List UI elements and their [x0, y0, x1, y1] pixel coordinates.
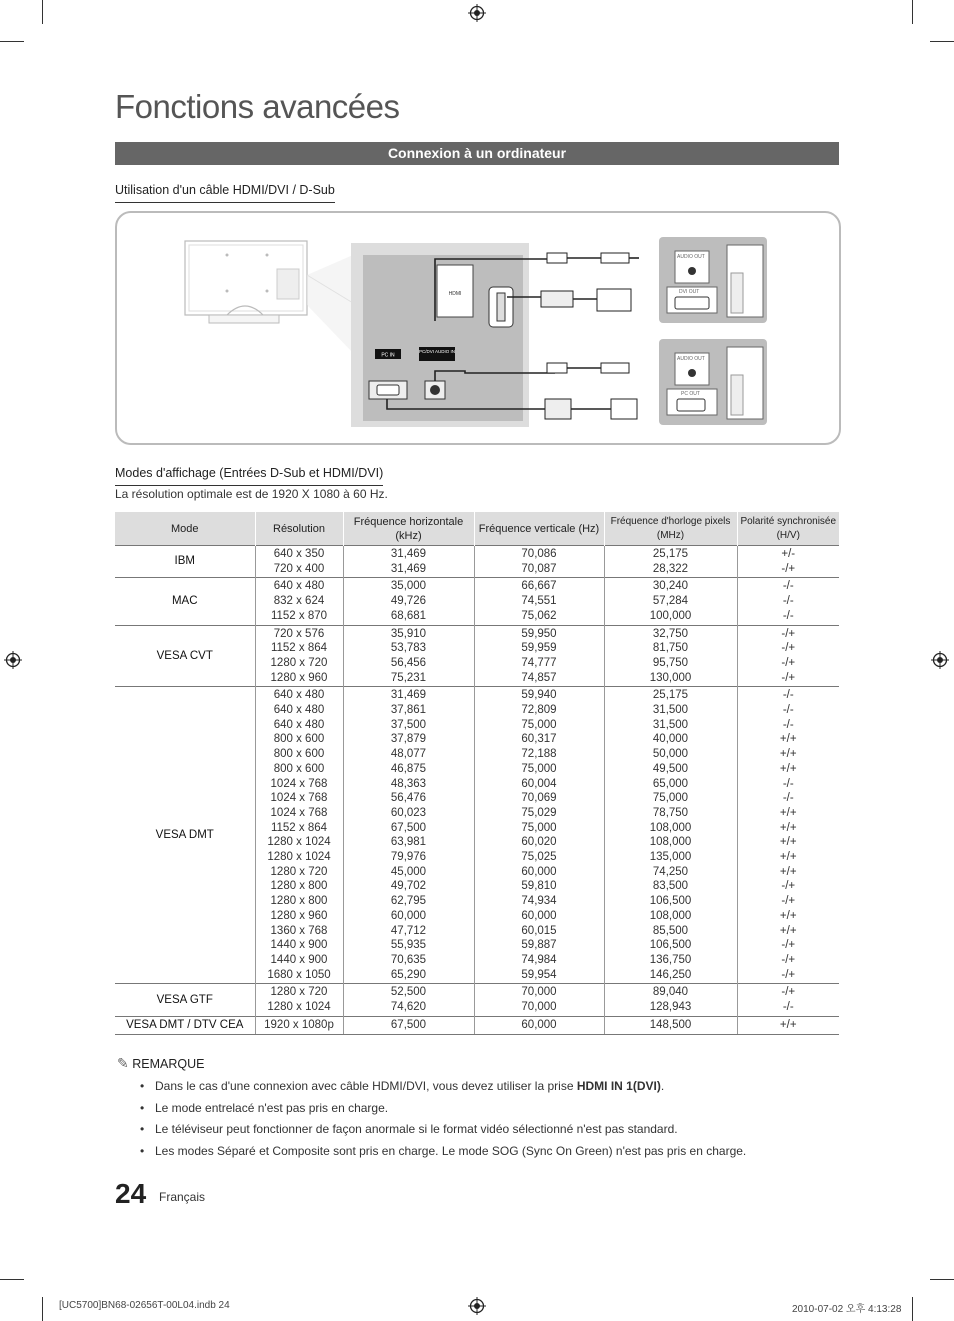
pixel-clock-cell: 32,750 81,750 95,750 130,000 [604, 625, 737, 687]
tv-back-icon [185, 241, 353, 353]
header-mode: Mode [115, 512, 255, 546]
registration-mark-icon [931, 651, 949, 669]
remark-heading [117, 1055, 204, 1072]
bullet: • [140, 1100, 145, 1115]
pencil-icon: ✎ [117, 1055, 129, 1071]
registration-mark-icon [468, 1297, 486, 1315]
polarity-cell: -/- -/- -/- [737, 578, 839, 625]
mode-cell: VESA CVT [115, 625, 255, 687]
resolution-cell: 1280 x 720 1280 x 1024 [255, 984, 343, 1016]
table-row [115, 578, 839, 625]
horizontal-frequency-cell: 31,469 37,861 37,500 37,879 48,077 46,875 48,363 56,476 60,023 67,500 63,981 79,976 45,000 49,702 62,795 60,000 47,712 55,935 70,635 65,290 [343, 687, 474, 984]
polarity-cell: +/+ [737, 1016, 839, 1034]
crop-mark [42, 0, 43, 24]
header-horizontal-frequency: Fréquence horizontale (kHz) [343, 512, 474, 546]
page-title: Fonctions avancées [115, 88, 400, 125]
table-row [115, 625, 839, 687]
list-item [140, 1144, 840, 1166]
print-date: 2010-07-02 오후 4:13:28 [792, 1304, 902, 1315]
print-file-info: [UC5700]BN68-02656T-00L04.indb 24 [59, 1300, 230, 1311]
list-item [140, 1122, 840, 1144]
pc-in-label: PC IN [381, 352, 395, 359]
crop-mark [930, 1279, 954, 1280]
vertical-frequency-cell: 60,000 [474, 1016, 604, 1034]
header-sync-polarity: Polarité synchronisée (H/V) [737, 512, 839, 546]
modes-subtitle: Modes d'affichage (Entrées D-Sub et HDMI/DVI) [115, 466, 383, 486]
table-row [115, 687, 839, 984]
resolution-cell: 640 x 480 640 x 480 640 x 480 800 x 600 800 x 600 800 x 600 1024 x 768 1024 x 768 1024 x 768 1152 x 864 1280 x 1024 1280 x 1024 1280 x 720 1280 x 800 1280 x 800 1280 x 960 1360 x 768 1440 x 900 1440 x 900 1680 x 1050 [255, 687, 343, 984]
connection-diagram [115, 211, 841, 445]
pc-tower-icon [659, 237, 767, 323]
pixel-clock-cell: 30,240 57,284 100,000 [604, 578, 737, 625]
connection-diagram-illustration [117, 213, 839, 443]
registration-mark-icon [4, 651, 22, 669]
table-row [115, 984, 839, 1016]
header-resolution: Résolution [255, 512, 343, 546]
bullet: • [140, 1079, 145, 1093]
header-pixel-clock: Fréquence d'horloge pixels (MHz) [604, 512, 737, 546]
note-text: Le mode entrelacé n'est pas pris en charge. [155, 1100, 389, 1115]
note-text: Le téléviseur peut fonctionner de façon anormale si le format vidéo sélectionné n'est pas standard. [155, 1122, 678, 1137]
resolution-cell: 1920 x 1080p [255, 1016, 343, 1034]
crop-mark [912, 0, 913, 24]
display-modes-table [115, 512, 839, 1035]
pixel-clock-cell: 89,040 128,943 [604, 984, 737, 1016]
bullet: • [140, 1122, 145, 1137]
crop-mark [0, 1279, 24, 1280]
optimal-resolution-text: La résolution optimale est de 1920 X 1080 à 60 Hz. [115, 487, 388, 501]
mode-cell: VESA GTF [115, 984, 255, 1016]
list-item [140, 1079, 840, 1101]
note-text-end: . [660, 1079, 665, 1093]
language-label: Français [159, 1190, 206, 1204]
note-text: Les modes Séparé et Composite sont pris en charge. Le mode SOG (Sync On Green) n'est pas pris en charge. [155, 1143, 747, 1158]
hdmi-port-name: HDMI IN 1(DVI) [576, 1079, 661, 1093]
pc1-dvi-out-label: DVI OUT [679, 289, 700, 295]
mode-cell: VESA DMT / DTV CEA [115, 1016, 255, 1034]
polarity-cell: -/- -/- -/- +/+ +/+ +/+ -/- -/- +/+ +/+ +/+ +/+ +/+ -/+ -/+ +/+ +/+ -/+ -/+ -/+ [737, 687, 839, 984]
pixel-clock-cell: 25,175 31,500 31,500 40,000 50,000 49,500 65,000 75,000 78,750 108,000 108,000 135,000 74,250 83,500 106,500 108,000 85,500 106,500 136,750 146,250 [604, 687, 737, 984]
crop-mark [912, 1297, 913, 1321]
crop-mark [930, 41, 954, 42]
vertical-frequency-cell: 59,950 59,959 74,777 74,857 [474, 625, 604, 687]
section-bar: Connexion à un ordinateur [115, 142, 839, 165]
table-row [115, 1016, 839, 1034]
pc2-audio-out-label: AUDIO OUT [677, 356, 705, 362]
remark-heading-text: REMARQUE [132, 1057, 205, 1071]
mode-cell: MAC [115, 578, 255, 625]
vertical-frequency-cell: 70,086 70,087 [474, 546, 604, 578]
mode-cell: VESA DMT [115, 687, 255, 984]
horizontal-frequency-cell: 67,500 [343, 1016, 474, 1034]
horizontal-frequency-cell: 31,469 31,469 [343, 546, 474, 578]
cable-subtitle: Utilisation d'un câble HDMI/DVI / D-Sub [115, 183, 335, 203]
mode-cell: IBM [115, 546, 255, 578]
registration-mark-icon [468, 4, 486, 22]
pc-tower-icon [659, 339, 767, 425]
table-row [115, 546, 839, 578]
list-item [140, 1101, 840, 1123]
svg-text:HDMI: HDMI [448, 291, 462, 297]
header-vertical-frequency: Fréquence verticale (Hz) [474, 512, 604, 546]
horizontal-frequency-cell: 35,910 53,783 56,456 75,231 [343, 625, 474, 687]
remark-list [140, 1079, 840, 1165]
horizontal-frequency-cell: 35,000 49,726 68,681 [343, 578, 474, 625]
vertical-frequency-cell: 66,667 74,551 75,062 [474, 578, 604, 625]
pc2-pc-out-label: PC OUT [681, 391, 700, 397]
polarity-cell: +/- -/+ [737, 546, 839, 578]
table-header-row [115, 512, 839, 546]
resolution-cell: 640 x 350 720 x 400 [255, 546, 343, 578]
note-text: Dans le cas d'une connexion avec câble HDMI/DVI, vous devez utiliser la prise [155, 1079, 577, 1093]
resolution-cell: 640 x 480 832 x 624 1152 x 870 [255, 578, 343, 625]
crop-mark [0, 41, 24, 42]
vertical-frequency-cell: 70,000 70,000 [474, 984, 604, 1016]
crop-mark [42, 1297, 43, 1321]
page-number: 24 [115, 1178, 147, 1209]
resolution-cell: 720 x 576 1152 x 864 1280 x 720 1280 x 960 [255, 625, 343, 687]
pc1-audio-out-label: AUDIO OUT [677, 254, 705, 260]
polarity-cell: -/+ -/+ -/+ -/+ [737, 625, 839, 687]
vertical-frequency-cell: 59,940 72,809 75,000 60,317 72,188 75,000 60,004 70,069 75,029 75,000 60,020 75,025 60,000 59,810 74,934 60,000 60,015 59,887 74,984 59,954 [474, 687, 604, 984]
bullet: • [140, 1143, 145, 1158]
pixel-clock-cell: 148,500 [604, 1016, 737, 1034]
pc-dvi-audio-in-label: PC/DVI AUDIO IN [418, 349, 456, 354]
horizontal-frequency-cell: 52,500 74,620 [343, 984, 474, 1016]
polarity-cell: -/+ -/- [737, 984, 839, 1016]
pixel-clock-cell: 25,175 28,322 [604, 546, 737, 578]
